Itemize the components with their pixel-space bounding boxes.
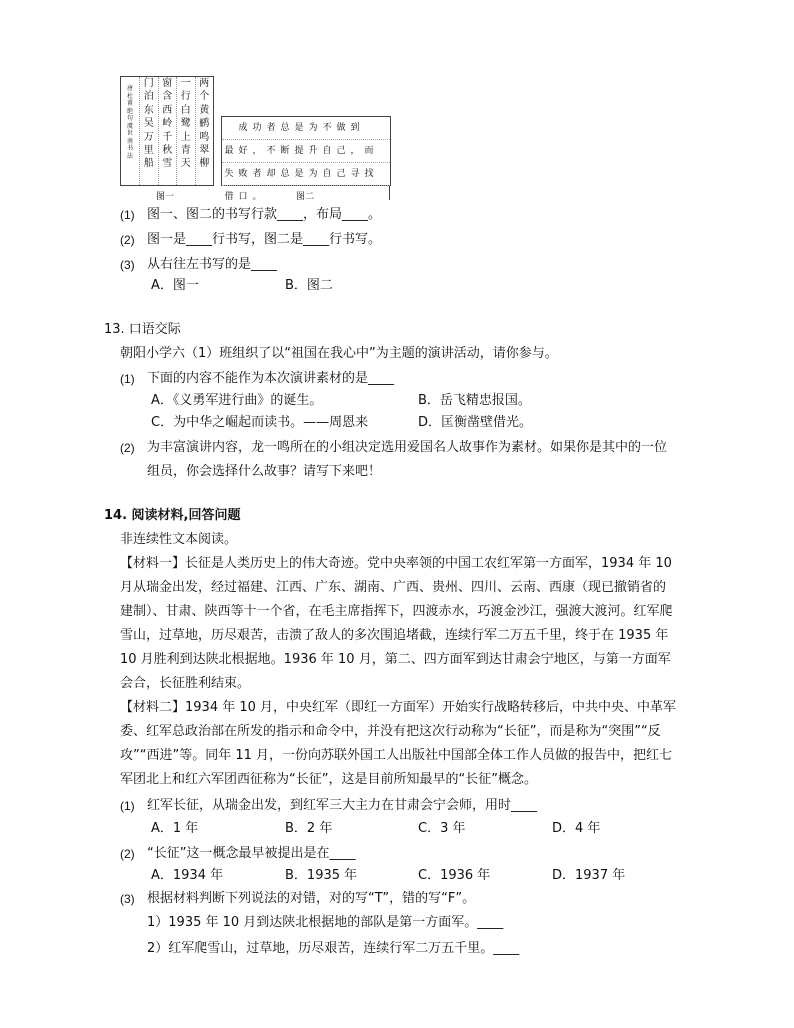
figure-two-char: 是 (294, 169, 304, 179)
figure-one-char: 鹂 (199, 118, 210, 130)
q13-sub2-line1: 为丰富演讲内容，龙一鸣所在的小组决定选用爱国名人故事作为素材。如果你是其中的一位 (147, 440, 668, 455)
figure-two-char: 总 (280, 123, 290, 133)
figure-two-char (320, 186, 334, 208)
figure-two-char: 升 (308, 146, 318, 156)
figure-two-char (348, 186, 362, 208)
figure-two-char: 提 (294, 146, 304, 156)
q14-sub2-number: (2) (120, 847, 135, 861)
figure-two-caption: 图二 (296, 192, 315, 202)
figure-one-char: 南 (126, 137, 133, 145)
q14-title: 14. 阅读材料,回答问题 (104, 508, 241, 523)
figure-two-char: ， (350, 146, 360, 156)
q13-option-b[interactable]: B．岳飞精忠报国。 (418, 393, 531, 408)
figure-one-char: 岭 (162, 118, 173, 130)
figure-two-char: 者 (266, 123, 276, 133)
figure-one-char: 个 (199, 91, 210, 103)
figure-one-char: 万 (143, 131, 154, 143)
figure-one-char: 含 (162, 91, 173, 103)
q14-sub1-option-a[interactable]: A．1 年 (151, 821, 199, 836)
q14-sub2-option-b[interactable]: B．1935 年 (285, 868, 358, 883)
figure-two-char: 己 (336, 169, 346, 179)
figure-two-char: 自 (322, 169, 332, 179)
figure-one-char: 天 (180, 158, 191, 170)
figure-one-char: 黄 (199, 104, 210, 116)
figure-one-signature-column (121, 77, 139, 185)
figure-one-char: 鹭 (180, 118, 191, 130)
q14-judge-1[interactable]: 1）1935 年 10 月到达陕北根据地的部队是第一方面军。____ (147, 915, 504, 930)
q13-option-c[interactable]: C．为中华之崛起而读书。——周恩来 (151, 415, 369, 430)
q13-title: 13. 口语交际 (104, 322, 181, 337)
figure-two-char: 总 (280, 169, 290, 179)
figure-one-char: 行 (180, 91, 191, 103)
figure-two-char: 己 (336, 146, 346, 156)
figure-two-char: 寻 (350, 169, 360, 179)
q12-option-a[interactable]: A．图一 (151, 278, 199, 293)
figure-one-char: 书 (126, 145, 133, 152)
figure-two-char: 到 (350, 123, 360, 133)
q14-sub1-text: 红军长征，从瑞金出发，到红军三大主力在甘肃会宁会师，用时____ (147, 798, 538, 813)
figure-two-char (334, 186, 348, 208)
figure-two-char: 找 (364, 169, 374, 179)
figure-two-char: 却 (266, 169, 276, 179)
figure-two-char: 自 (322, 146, 332, 156)
figure-two-char (278, 186, 292, 208)
q14-sub3-number: (3) (120, 892, 135, 906)
figure-two-char: ， (252, 146, 262, 156)
figure-two-char: 不 (266, 146, 276, 156)
q14-sub2-option-c[interactable]: C．1936 年 (418, 868, 491, 883)
figure-two-char: 失 (224, 169, 234, 179)
q13-sub1-text: 下面的内容不能作为本次演讲素材的是____ (147, 371, 395, 386)
figure-one-column (139, 77, 158, 185)
q14-sub1-option-d[interactable]: D．4 年 (552, 821, 601, 836)
figure-two-char: 口 (238, 192, 248, 202)
figure-one-char: 西 (162, 104, 173, 116)
q14-judge-2[interactable]: 2）红军爬雪山，过草地，历尽艰苦，连续行军二万五千里。____ (147, 941, 520, 956)
figure-two-char: 而 (364, 146, 374, 156)
figure-two-char: 是 (294, 123, 304, 133)
figure-one-calligraphy (120, 76, 214, 186)
figure-divider (389, 186, 390, 200)
figure-one-char: 白 (180, 104, 191, 116)
figure-two-char (362, 186, 376, 208)
figure-one-column (195, 77, 214, 185)
q13-sub2-number: (2) (120, 441, 135, 455)
q12-option-b[interactable]: B．图二 (285, 278, 333, 293)
q14-sub2-text: “长征”这一概念最早被提出是在____ (147, 846, 356, 861)
figure-two-char (222, 117, 236, 139)
figure-two-row (222, 162, 390, 185)
material-one-line: 月从瑞金出发，经过福建、江西、广东、湖南、广西、贵州、四川、云南、西康（现已撤销省的 (120, 580, 667, 595)
q13-option-a[interactable]: A．《义勇军进行曲》的诞生。 (151, 393, 323, 408)
figure-two-char: 。 (252, 192, 262, 202)
figure-two-char: 败 (238, 169, 248, 179)
figure-two-char (264, 186, 278, 208)
q13-option-d[interactable]: D．匡衡凿壁借光。 (418, 415, 533, 430)
q12-sub3-text: 从右往左书写的是____ (147, 257, 278, 272)
q12-sub2-text: 图一是____行书写，图二是____行书写。 (147, 232, 382, 247)
figure-two-char: 断 (280, 146, 290, 156)
q14-sub1-option-c[interactable]: C．3 年 (418, 821, 466, 836)
figure-one-column (158, 77, 177, 185)
figure-two-char: 做 (336, 123, 346, 133)
material-two-line: 委、红军总政治部在所发的指示和命令中，并没有把这次行动称为“长征”，而是称为“突围”“反 (120, 724, 661, 739)
figure-two-char: 为 (308, 123, 318, 133)
figure-one-char: 雪 (162, 158, 173, 170)
figure-one-char: 窗 (162, 78, 173, 89)
figure-two-char: 功 (252, 123, 262, 133)
q13-intro: 朝阳小学六（1）班组织了以“祖国在我心中”为主题的演讲活动，请你参与。 (120, 346, 558, 361)
figure-two-char: 成 (238, 123, 248, 133)
figure-one-char: 唐 (126, 85, 133, 92)
figure-one-char: 甫 (126, 100, 133, 107)
figure-one-caption: 图一 (156, 192, 175, 202)
figure-one-char: 吴 (143, 118, 154, 130)
figure-two-char: 为 (308, 169, 318, 179)
q14-sub1-option-b[interactable]: B．2 年 (285, 821, 333, 836)
material-two-line: 攻”“西进”等。同年 11 月，一份向苏联外国工人出版社中国部全体工作人员做的报告中，把红七 (120, 748, 673, 763)
figure-one-char: 杜 (126, 92, 133, 100)
q12-sub1-text: 图一、图二的书写行款____，布局____。 (147, 207, 382, 222)
figure-one-char: 一 (180, 78, 191, 89)
figure-two-row (222, 117, 390, 139)
figure-one-char: 世 (126, 130, 133, 137)
q14-subtitle: 非连续性文本阅读。 (120, 532, 238, 547)
q12-sub1-number: (1) (120, 208, 135, 222)
figure-one-char: 门 (143, 78, 154, 89)
q14-sub1-number: (1) (120, 799, 135, 813)
figure-one-char: 法 (126, 152, 133, 160)
material-one-line: 10 月胜利到达陕北根据地。1936 年 10 月，第二、四方面军到达甘肃会宁地区，与第一方面军 (120, 652, 671, 667)
figure-two-char (362, 117, 376, 139)
figure-one-char: 上 (180, 131, 191, 143)
figure-two-row (222, 139, 390, 162)
figure-one-char: 东 (143, 104, 154, 116)
figure-one-char: 两 (199, 78, 210, 89)
figure-two-char: 者 (252, 169, 262, 179)
figure-one-char: 绝 (126, 107, 133, 115)
figure-one-char: 泊 (143, 91, 154, 103)
figure-one-char: 鸣 (199, 131, 210, 143)
q12-sub3-number: (3) (120, 258, 135, 272)
material-one-line: 会合，长征胜利结束。 (120, 676, 251, 691)
material-two-line: 军团北上和红六军团西征称为“长征”，这是目前所知最早的“长征”概念。 (120, 772, 537, 787)
material-one-line: 雪山，过草地，历尽艰苦，击溃了敌人的多次围追堵截，连续行军二万五千里，终于在 1935 年 (120, 628, 669, 643)
q13-sub1-number: (1) (120, 372, 135, 386)
q12-sub2-number: (2) (120, 233, 135, 247)
figure-one-char: 虞 (126, 122, 133, 130)
figure-one-char: 秋 (162, 145, 173, 157)
figure-one-char: 船 (143, 158, 154, 170)
figure-one-char: 句 (126, 115, 133, 122)
figure-two-char: 借 (224, 192, 234, 202)
q14-sub2-option-a[interactable]: A．1934 年 (151, 868, 224, 883)
figure-one-char: 柳 (199, 158, 210, 170)
material-one-line: 【材料一】长征是人类历史上的伟大奇迹。党中央率领的中国工农红军第一方面军，1934 年 10 (120, 556, 672, 571)
figure-two-char: 不 (322, 123, 332, 133)
figure-two-char: 最 (224, 146, 234, 156)
q14-sub3-text: 根据材料判断下列说法的对错，对的写“T”，错的写“F”。 (147, 891, 476, 906)
figure-one-char: 青 (180, 145, 191, 157)
figure-one-char: 翠 (199, 145, 210, 157)
figure-two-char: 好 (238, 146, 248, 156)
figure-one-column (176, 77, 195, 185)
q14-sub2-option-d[interactable]: D．1937 年 (552, 868, 626, 883)
material-two-line: 【材料二】1934 年 10 月，中央红军（即红一方面军）开始实行战略转移后，中共中央、中革军 (120, 700, 677, 715)
q13-sub2-line2: 组员，你会选择什么故事？请写下来吧！ (147, 464, 382, 479)
figure-one-char: 千 (162, 131, 173, 143)
material-one-line: 建制）、甘肃、陕西等十一个省，在毛主席指挥下，四渡赤水，巧渡金沙江，强渡大渡河。红军爬 (120, 604, 673, 619)
figure-one-char: 里 (143, 145, 154, 157)
